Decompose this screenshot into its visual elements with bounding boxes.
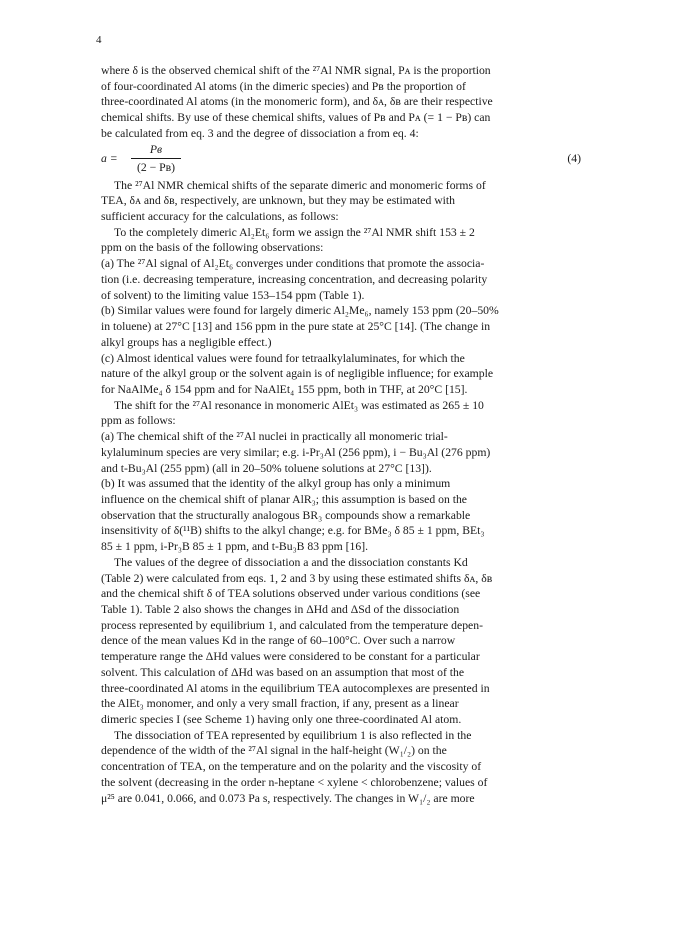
text-line: (Table 2) were calculated from eqs. 1, 2 and 3 by using these estimated shifts δᴀ, δв <box>101 571 493 585</box>
page-number: 4 <box>96 34 102 46</box>
text-line: (a) The chemical shift of the ²⁷Al nuclei in practically all monomeric trial- <box>101 430 448 444</box>
text-line: the solvent (decreasing in the order n-heptane < xylene < chlorobenzene; values of <box>101 775 488 789</box>
text-line: observation that the structurally analogous BR₃ compounds show a remarkable <box>101 508 471 522</box>
equation-lhs: a = <box>101 151 118 165</box>
text-line: the AlEt₃ monomer, and only a very small fraction, if any, present as a linear <box>101 697 459 711</box>
text-after-equation <box>101 178 581 807</box>
text-line: The dissociation of TEA represented by equilibrium 1 is also reflected in the <box>114 728 472 742</box>
equation-number: (4) <box>567 151 581 165</box>
text-line: be calculated from eq. 3 and the degree of dissociation a from eq. 4: <box>101 126 419 140</box>
text-line: chemical shifts. By use of these chemical shifts, values of Pв and Pᴀ (= 1 − Pв) can <box>101 111 491 125</box>
text-line: three-coordinated Al atoms (in the monomeric form), and δᴀ, δв are their respective <box>101 95 493 109</box>
text-line: tion (i.e. decreasing temperature, increasing concentration, and decreasing polarity <box>101 272 488 286</box>
equation-4 <box>101 142 581 178</box>
equation-fraction <box>131 142 181 176</box>
text-line: (c) Almost identical values were found for tetraalkylaluminates, for which the <box>101 351 465 365</box>
text-line: Table 1). Table 2 also shows the changes in ΔHd and ΔSd of the dissociation <box>101 603 460 616</box>
text-line: solvent. This calculation of ΔHd was based on an assumption that most of the <box>101 665 465 679</box>
text-line: where δ is the observed chemical shift of the ²⁷Al NMR signal, Pᴀ is the proportion <box>101 64 491 77</box>
text-line: and t-Bu₃Al (255 ppm) (all in 20–50% toluene solutions at 27°C [13]). <box>101 461 432 475</box>
text-line: process represented by equilibrium 1, and calculated from the temperature depen- <box>101 618 483 632</box>
text-line: ppm on the basis of the following observations: <box>101 241 324 255</box>
fraction-bar <box>131 158 181 159</box>
text-line: influence on the chemical shift of planar AlR₃; this assumption is based on the <box>101 492 467 506</box>
text-line: insensitivity of δ(¹¹B) shifts to the alkyl change; e.g. for BMe₃ δ 85 ± 1 ppm, BEt₃ <box>101 524 485 538</box>
text-line: ppm as follows: <box>101 414 176 428</box>
text-line: concentration of TEA, on the temperature and on the polarity and the viscosity of <box>101 760 482 774</box>
text-line: dependence of the width of the ²⁷Al signal in the half-height (W₁/₂) on the <box>101 744 447 758</box>
text-line: The shift for the ²⁷Al resonance in monomeric AlEt₃ was estimated as 265 ± 10 <box>114 398 484 412</box>
text-line: (b) Similar values were found for largely dimeric Al₂Me₆, namely 153 ppm (20–50% <box>101 304 499 318</box>
text-line: sufficient accuracy for the calculations, as follows: <box>101 210 339 224</box>
text-line: three-coordinated Al atoms in the equilibrium TEA autocomplexes are presented in <box>101 681 490 695</box>
text-line: in toluene) at 27°C [13] and 156 ppm in the pure state at 25°C [14]. (The change in <box>101 320 491 334</box>
text-line: dence of the mean values Kd in the range of 60–100°C. Over such a narrow <box>101 634 456 648</box>
text-line: and the chemical shift δ of TEA solutions observed under various conditions (see <box>101 587 481 601</box>
text-line: TEA, δᴀ and δв, respectively, are unknown, but they may be estimated with <box>101 194 455 208</box>
text-line: The values of the degree of dissociation a and the dissociation constants Kd <box>114 555 468 569</box>
equation-numerator: Pв <box>149 142 163 156</box>
text-line: alkyl groups has a negligible effect.) <box>101 335 272 349</box>
text-line: dimeric species I (see Scheme 1) having only one three-coordinated Al atom. <box>101 713 462 727</box>
text-line: (a) The ²⁷Al signal of Al₂Et₆ converges under conditions that promote the associa- <box>101 257 485 271</box>
text-line: μ²⁵ are 0.041, 0.066, and 0.073 Pa s, respectively. The changes in W₁/₂ are more <box>101 791 475 805</box>
text-line: The ²⁷Al NMR chemical shifts of the separate dimeric and monomeric forms of <box>114 178 486 192</box>
text-line: To the completely dimeric Al₂Et₆ form we assign the ²⁷Al NMR shift 153 ± 2 <box>114 225 475 239</box>
body-text <box>101 63 581 806</box>
text-line: 85 ± 1 ppm, i-Pr₃B 85 ± 1 ppm, and t-Bu₃B 83 ppm [16]. <box>101 540 369 554</box>
text-line: kylaluminum species are very similar; e.g. i-Pr₃Al (256 ppm), i − Bu₃Al (276 ppm) <box>101 445 491 459</box>
text-line: temperature range the ΔHd values were considered to be constant for a particular <box>101 650 480 664</box>
equation-denominator: (2 − Pв) <box>136 161 176 175</box>
text-line: for NaAlMe₄ δ 154 ppm and for NaAlEt₄ 155 ppm, both in THF, at 20°C [15]. <box>101 382 468 396</box>
text-line: (b) It was assumed that the identity of the alkyl group has only a minimum <box>101 477 451 491</box>
text-line: of solvent) to the limiting value 153–154 ppm (Table 1). <box>101 288 365 302</box>
text-line: nature of the alkyl group or the solvent again is of negligible influence; for example <box>101 367 494 381</box>
text-line: of four-coordinated Al atoms (in the dimeric species) and Pв the proportion of <box>101 79 466 93</box>
paragraph-before-equation <box>101 63 581 142</box>
